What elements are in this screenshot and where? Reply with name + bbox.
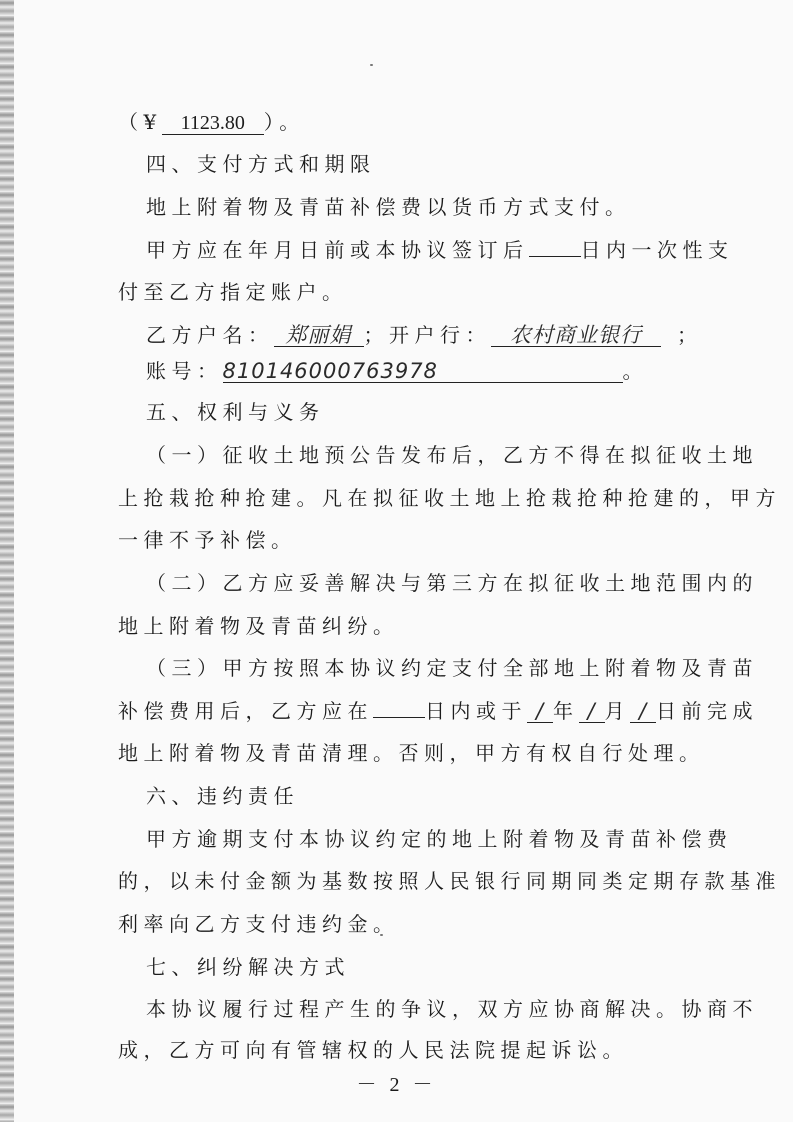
paragraph-line: 的，以未付金额为基数按照人民银行同期同类定期存款基准	[118, 869, 781, 893]
paragraph-line: （三）甲方按照本协议约定支付全部地上附着物及青苗	[146, 656, 758, 680]
paragraph-line: 上抢栽抢种抢建。凡在拟征收土地上抢栽抢种抢建的，甲方	[118, 486, 781, 510]
section-heading-liability: 六、违约责任	[146, 784, 299, 808]
scan-edge-shadow	[0, 0, 14, 1122]
handwritten-month: /	[579, 700, 605, 723]
paragraph-line: 付至乙方指定账户。	[118, 280, 348, 304]
section-heading-dispute: 七、纠纷解决方式	[146, 955, 350, 979]
page-number: － 2 －	[356, 1074, 437, 1096]
handwritten-bank-name: 农村商业银行	[491, 324, 661, 347]
paragraph-line: 一律不予补偿。	[118, 528, 297, 552]
paragraph-line: 地上附着物及青苗清理。否则，甲方有权自行处理。	[118, 741, 705, 765]
section-heading-payment: 四、支付方式和期限	[146, 152, 376, 176]
paragraph-line: 利率向乙方支付违约金。	[118, 912, 399, 936]
amount-prefix: （¥	[118, 110, 162, 134]
handwritten-year: /	[527, 700, 553, 723]
compensation-amount: 1123.80	[162, 112, 264, 135]
account-number-line: 账号：810146000763978 。	[146, 359, 648, 383]
paragraph-line: 地上附着物及青苗补偿费以货币方式支付。	[146, 195, 631, 219]
paragraph-line: （二）乙方应妥善解决与第三方在拟征收土地范围内的	[146, 571, 758, 595]
handwritten-account-name: 郑丽娟	[274, 324, 364, 347]
paragraph-line: 成，乙方可向有管辖权的人民法院提起诉讼。	[118, 1038, 628, 1062]
handwritten-day: /	[630, 700, 656, 723]
section-heading-rights: 五、权利与义务	[146, 400, 325, 424]
blank-field	[373, 717, 425, 718]
paragraph-line: 甲方应在年月日前或本协议签订后 日内一次性支	[146, 238, 734, 262]
amount-suffix: ）。	[263, 110, 305, 134]
clearance-date-line: 补偿费用后，乙方应在 日内或于 / 年 / 月 / 日前完成	[118, 699, 758, 723]
scan-speck	[370, 64, 373, 66]
blank-field	[529, 256, 581, 257]
paragraph-line: 甲方逾期支付本协议约定的地上附着物及青苗补偿费	[146, 827, 733, 851]
handwritten-account-number: 810146000763978	[223, 360, 623, 383]
amount-line	[118, 108, 305, 136]
account-name-line: 乙方户名： 郑丽娟 ；开户行： 农村商业银行 ；	[146, 323, 703, 347]
paragraph-line: 地上附着物及青苗纠纷。	[118, 614, 399, 638]
paragraph-line: （一）征收土地预公告发布后，乙方不得在拟征收土地	[146, 443, 758, 467]
paragraph-line: 本协议履行过程产生的争议，双方应协商解决。协商不	[146, 997, 758, 1021]
